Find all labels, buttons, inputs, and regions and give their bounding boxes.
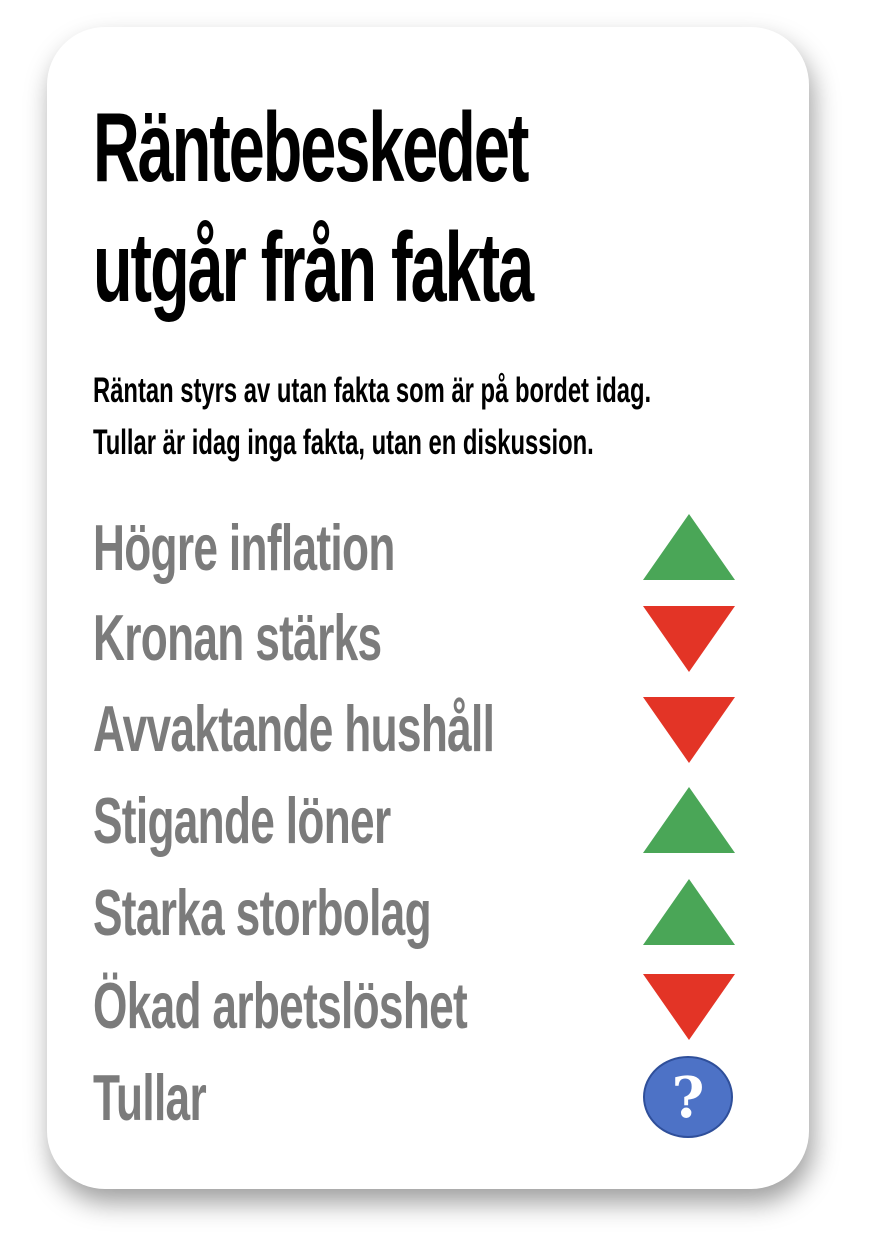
title-line-1: Räntebeskedet: [93, 92, 528, 202]
subtitle-line-2: Tullar är idag inga fakta, utan en diskussion.: [93, 423, 594, 462]
triangle-up-icon: [643, 879, 735, 949]
factor-label: Kronan stärks: [93, 601, 382, 674]
factor-row-arbetsloshet: [93, 960, 743, 1052]
triangle-up-icon: [643, 787, 735, 857]
factor-row-tullar: [93, 1052, 743, 1144]
triangle-up-icon: [643, 514, 735, 584]
subtitle-line-1: Räntan styrs av utan fakta som är på bordet idag.: [93, 371, 652, 410]
factor-label: Ökad arbetslöshet: [93, 969, 468, 1042]
card-title: [93, 87, 532, 327]
factor-label: Starka storbolag: [93, 876, 431, 949]
factor-row-storbolag: [93, 867, 743, 959]
factor-row-hushall: [93, 683, 743, 775]
factor-row-loner: [93, 775, 743, 867]
triangle-down-icon: [643, 604, 735, 674]
factor-label: Avvaktande hushåll: [93, 692, 495, 765]
question-mark-icon: ?: [643, 1056, 733, 1138]
info-card: [47, 27, 809, 1189]
factor-label: Stigande löner: [93, 784, 391, 857]
triangle-down-icon: [643, 695, 735, 765]
factor-label: Tullar: [93, 1061, 206, 1134]
factor-row-inflation: [93, 502, 743, 594]
factor-label: Högre inflation: [93, 511, 395, 584]
title-line-2: utgår från fakta: [93, 212, 533, 322]
triangle-down-icon: [643, 972, 735, 1042]
factor-row-kronan: [93, 592, 743, 684]
card-subtitle: [93, 365, 651, 469]
